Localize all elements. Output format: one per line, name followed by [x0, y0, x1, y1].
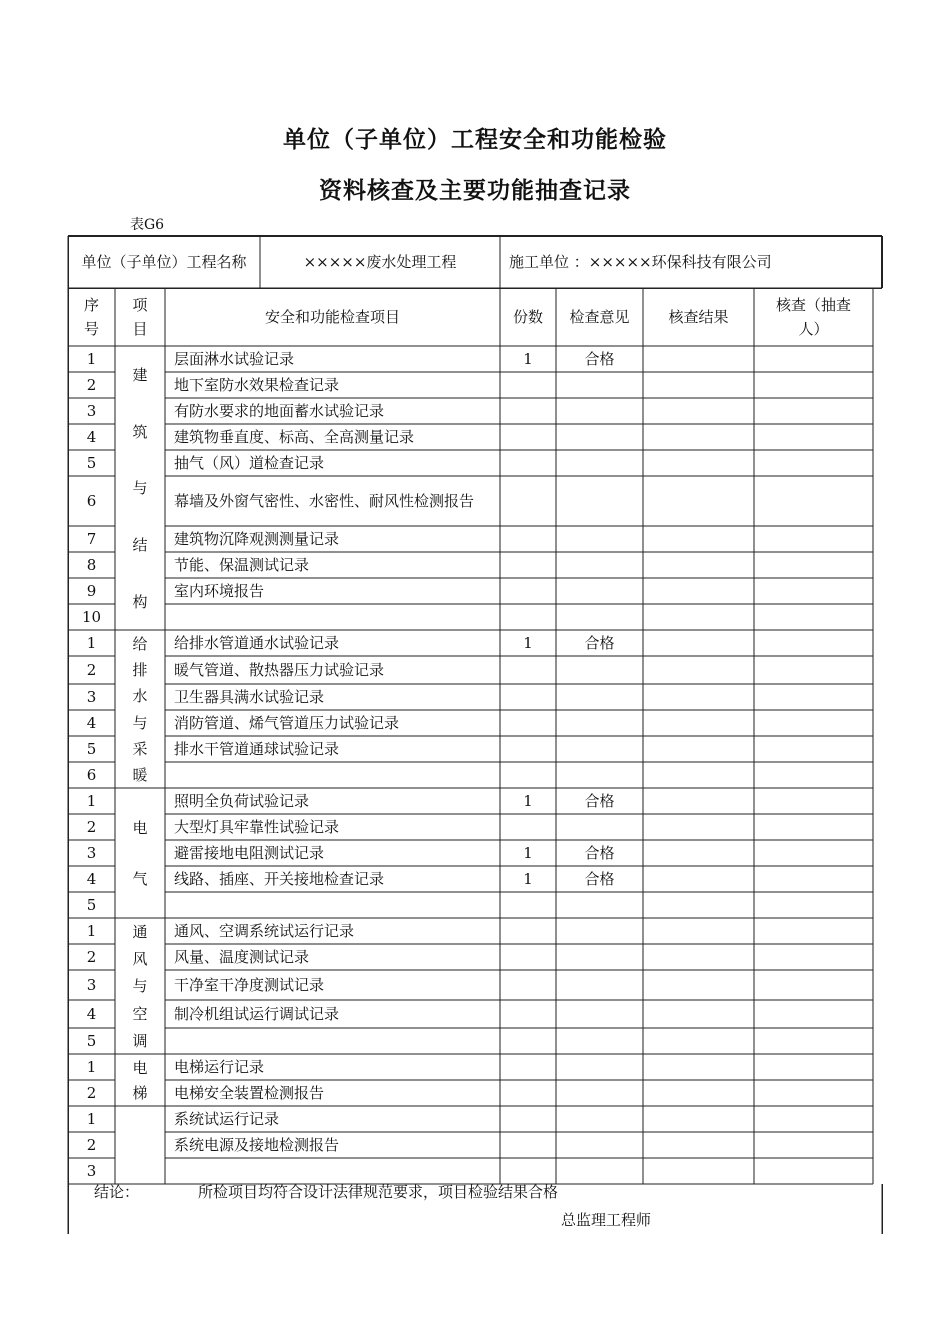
row-copies: [500, 1000, 556, 1028]
row-item: 暖气管道、散热器压力试验记录: [174, 661, 385, 679]
row-opinion: [556, 944, 643, 970]
row-item: 有防水要求的地面蓄水试验记录: [174, 402, 385, 420]
row-seq: 3: [86, 844, 97, 862]
row-seq: 2: [86, 948, 97, 966]
row-item: 排水干管道通球试验记录: [174, 740, 340, 758]
row-opinion: [556, 762, 643, 788]
row-seq: 10: [81, 608, 102, 626]
row-copies: [500, 970, 556, 1000]
row-copies: [500, 656, 556, 684]
row-opinion: [556, 1132, 643, 1158]
row-item: [165, 1028, 500, 1054]
page-title-line2: 资料核查及主要功能抽查记录: [319, 178, 631, 204]
row-copies: 1: [523, 634, 533, 652]
row-opinion: [556, 684, 643, 710]
row-opinion: [556, 1028, 643, 1054]
row-opinion: 合格: [584, 634, 615, 652]
row-seq: 2: [86, 1136, 97, 1154]
row-seq: 9: [86, 582, 97, 600]
row-item: 电梯运行记录: [174, 1058, 265, 1076]
row-opinion: 合格: [584, 870, 615, 888]
row-item: 系统试运行记录: [174, 1110, 280, 1128]
row-item: 消防管道、烯气管道压力试验记录: [174, 714, 400, 732]
category-label: 建 筑 与 结 构: [132, 365, 148, 612]
row-item: 节能、保温测试记录: [174, 556, 310, 574]
row-opinion: [556, 552, 643, 578]
row-item: 通风、空调系统试运行记录: [174, 922, 355, 940]
row-item: 电梯安全装置检测报告: [174, 1084, 325, 1102]
row-seq: 5: [86, 454, 97, 472]
row-seq: 7: [86, 530, 97, 548]
row-opinion: [556, 424, 643, 450]
row-item: [165, 762, 500, 788]
category-label: 通 风 与 空 调: [132, 923, 148, 1050]
row-seq: 1: [86, 1110, 97, 1128]
header-copies: 份数: [512, 308, 543, 326]
project-name-label: 单位（子单位）工程名称: [81, 253, 247, 271]
category-label: 给 排 水 与 采 暖: [132, 634, 148, 785]
row-item: 建筑物垂直度、标高、全高测量记录: [174, 428, 415, 446]
row-copies: [500, 526, 556, 552]
row-copies: [500, 1028, 556, 1054]
row-copies: [500, 1080, 556, 1106]
row-copies: 1: [523, 350, 533, 368]
row-opinion: 合格: [584, 792, 615, 810]
row-opinion: 合格: [584, 350, 615, 368]
row-copies: [500, 1132, 556, 1158]
row-item: 风量、温度测试记录: [174, 948, 310, 966]
row-seq: 3: [86, 688, 97, 706]
row-item: 层面淋水试验记录: [174, 350, 295, 368]
row-copies: [500, 450, 556, 476]
row-seq: 2: [86, 818, 97, 836]
row-copies: [500, 552, 556, 578]
row-seq: 3: [86, 976, 97, 994]
header-opinion: 检查意见: [569, 308, 630, 326]
row-seq: 4: [86, 870, 97, 888]
row-seq: 1: [86, 350, 97, 368]
category-label: 电 气: [132, 819, 148, 888]
row-item: 卫生器具满水试验记录: [174, 688, 325, 706]
row-seq: 1: [86, 922, 97, 940]
row-seq: 2: [86, 376, 97, 394]
row-seq: 5: [86, 740, 97, 758]
row-seq: 5: [86, 1032, 97, 1050]
row-copies: [500, 710, 556, 736]
row-seq: 4: [86, 428, 97, 446]
row-item: 线路、插座、开关接地检查记录: [174, 870, 385, 888]
row-seq: 3: [86, 1162, 97, 1180]
chief-supervisor-label: 总监理工程师: [561, 1211, 652, 1229]
row-copies: [500, 892, 556, 918]
header-seq: 序号: [83, 296, 99, 338]
row-opinion: [556, 450, 643, 476]
row-copies: 1: [523, 792, 533, 810]
row-opinion: [556, 656, 643, 684]
row-seq: 4: [86, 1005, 97, 1023]
row-copies: [500, 762, 556, 788]
row-copies: [500, 398, 556, 424]
row-copies: [500, 1106, 556, 1132]
row-opinion: [556, 814, 643, 840]
conclusion-label: 结论：: [94, 1183, 140, 1201]
row-copies: [500, 918, 556, 944]
row-item: 建筑物沉降观测测量记录: [174, 530, 340, 548]
conclusion-text: 所检项目均符合设计法律规范要求，项目检验结果合格: [198, 1183, 559, 1201]
row-opinion: [556, 970, 643, 1000]
row-item: 系统电源及接地检测报告: [174, 1136, 340, 1154]
row-opinion: [556, 578, 643, 604]
row-seq: 1: [86, 634, 97, 652]
row-seq: 4: [86, 714, 97, 732]
category-label: [115, 1106, 165, 1184]
row-opinion: [556, 1106, 643, 1132]
row-copies: 1: [523, 844, 533, 862]
row-copies: 1: [523, 870, 533, 888]
header-category: 项目: [132, 296, 148, 338]
row-opinion: [556, 892, 643, 918]
row-opinion: [556, 526, 643, 552]
contractor-field: 施工单位 ：×××××环保科技有限公司: [509, 253, 772, 271]
form-number: 表G6: [130, 217, 165, 233]
row-opinion: [556, 918, 643, 944]
row-seq: 8: [86, 556, 97, 574]
row-copies: [500, 1054, 556, 1080]
row-copies: [500, 424, 556, 450]
row-seq: 3: [86, 402, 97, 420]
row-seq: 6: [86, 766, 97, 784]
row-item: 给排水管道通水试验记录: [174, 634, 340, 652]
row-opinion: [556, 710, 643, 736]
row-item: 照明全负荷试验记录: [174, 792, 310, 810]
row-item: 避雷接地电阻测试记录: [174, 844, 325, 862]
row-copies: [500, 372, 556, 398]
row-opinion: [556, 1000, 643, 1028]
project-name-value: ×××××废水处理工程: [303, 253, 457, 271]
row-copies: [500, 944, 556, 970]
page-title-line1: 单位（子单位）工程安全和功能检验: [283, 127, 667, 153]
header-result: 核查结果: [668, 308, 729, 326]
row-opinion: 合格: [584, 844, 615, 862]
row-seq: 2: [86, 661, 97, 679]
row-item: [165, 892, 500, 918]
row-copies: [500, 736, 556, 762]
row-item: 制冷机组试运行调试记录: [174, 1005, 340, 1023]
row-copies: [500, 604, 556, 630]
row-opinion: [556, 736, 643, 762]
row-seq: 2: [86, 1084, 97, 1102]
row-opinion: [556, 1054, 643, 1080]
row-copies: [500, 476, 556, 526]
header-checker: 核查（抽查人）: [775, 296, 851, 338]
category-label: 电 梯: [132, 1059, 148, 1102]
row-item: 干净室干净度测试记录: [174, 976, 325, 994]
row-opinion: [556, 1158, 643, 1184]
row-seq: 1: [86, 792, 97, 810]
row-item: 地下室防水效果检查记录: [174, 376, 340, 394]
row-copies: [500, 684, 556, 710]
header-item: 安全和功能检查项目: [264, 308, 400, 326]
row-copies: [500, 578, 556, 604]
row-opinion: [556, 398, 643, 424]
row-item: 室内环境报告: [174, 582, 265, 600]
row-seq: 6: [86, 492, 97, 510]
row-opinion: [556, 1080, 643, 1106]
row-opinion: [556, 372, 643, 398]
row-opinion: [556, 476, 643, 526]
row-seq: 5: [86, 896, 97, 914]
row-item: [165, 604, 500, 630]
row-copies: [500, 814, 556, 840]
row-item: 幕墙及外窗气密性、水密性、耐风性检测报告: [174, 492, 475, 510]
row-seq: 1: [86, 1058, 97, 1076]
row-item: 抽气（风）道检查记录: [174, 454, 325, 472]
row-opinion: [556, 604, 643, 630]
row-item: 大型灯具牢靠性试验记录: [174, 818, 340, 836]
